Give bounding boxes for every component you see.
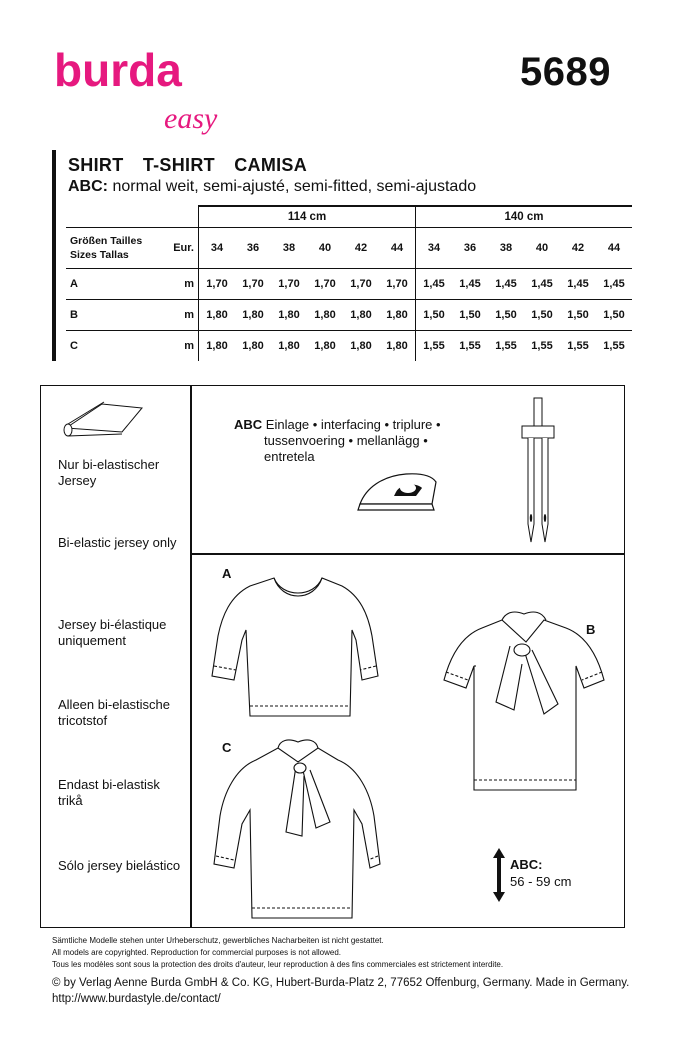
length-arrow-icon: [492, 846, 506, 904]
size-cell: 38: [488, 228, 524, 269]
fine-print-en: All models are copyrighted. Reproduction for commercial purposes is not allowed.: [52, 948, 342, 957]
size-cell: 44: [596, 228, 632, 269]
size-cell: 42: [560, 228, 596, 269]
yardage-cell: 1,45: [560, 269, 596, 300]
yardage-cell: 1,70: [379, 269, 416, 300]
note-es: Sólo jersey bielástico: [58, 858, 181, 873]
eur-label: Eur.: [158, 228, 199, 269]
table-bar: [52, 206, 56, 361]
burda-easy-logo: [52, 44, 252, 140]
fabric-roll-icon: [62, 398, 146, 440]
size-label-1: Größen Tailles: [70, 235, 143, 247]
yardage-cell: 1,80: [307, 331, 343, 362]
yardage-cell: 1,80: [343, 331, 379, 362]
view-label-b: B: [586, 622, 596, 637]
yardage-cell: 1,70: [235, 269, 271, 300]
yardage-cell: 1,45: [488, 269, 524, 300]
size-label: [66, 228, 158, 269]
iron-icon: [356, 466, 442, 516]
view-label-cell: C: [66, 331, 158, 362]
size-cell: 38: [271, 228, 307, 269]
view-label-cell: A: [66, 269, 158, 300]
fit-text: normal weit, semi-ajusté, semi-fitted, semi-ajustado: [108, 178, 477, 195]
logo-burda-text: burda: [54, 44, 182, 96]
panel-divider-horizontal: [190, 553, 625, 555]
twin-needle-icon: [516, 396, 562, 546]
interfacing-text: [234, 417, 441, 465]
yardage-cell: 1,55: [416, 331, 453, 362]
yardage-cell: 1,50: [488, 300, 524, 331]
yardage-cell: 1,50: [560, 300, 596, 331]
title-word-3: CAMISA: [234, 155, 308, 175]
copyright-text: © by Verlag Aenne Burda GmbH & Co. KG, Hubert-Burda-Platz 2, 77652 Offenburg, Germany. Made in Germany.: [52, 977, 630, 989]
unit-cell: m: [158, 331, 199, 362]
yardage-cell: 1,50: [452, 300, 488, 331]
view-c-drawing: [212, 736, 382, 922]
yardage-cell: 1,55: [596, 331, 632, 362]
size-cell: 40: [307, 228, 343, 269]
width-140-header: 140 cm: [416, 206, 633, 228]
title-bar: [52, 150, 56, 206]
measurement-value: 56 - 59 cm: [510, 874, 572, 889]
title-word-1: SHIRT: [68, 155, 124, 175]
yardage-cell: 1,45: [416, 269, 453, 300]
measurement-label: ABC:: [510, 857, 543, 872]
size-cell: 36: [235, 228, 271, 269]
view-label-cell: B: [66, 300, 158, 331]
size-cell: 36: [452, 228, 488, 269]
yardage-cell: 1,55: [524, 331, 560, 362]
note-nl: Alleen bi-elastische tricotstof: [58, 697, 171, 728]
pattern-number: 5689: [520, 50, 611, 94]
width-114-header: 114 cm: [199, 206, 416, 228]
yardage-cell: 1,80: [307, 300, 343, 331]
yardage-cell: 1,80: [271, 300, 307, 331]
view-b-drawing: [440, 606, 610, 802]
yardage-cell: 1,80: [199, 300, 236, 331]
yardage-table: [66, 205, 632, 361]
yardage-cell: 1,70: [199, 269, 236, 300]
yardage-cell: 1,70: [343, 269, 379, 300]
view-label-c: C: [222, 740, 232, 755]
yardage-cell: 1,45: [452, 269, 488, 300]
yardage-cell: 1,55: [452, 331, 488, 362]
yardage-cell: 1,55: [560, 331, 596, 362]
copyright: [52, 975, 629, 1007]
unit-cell: m: [158, 269, 199, 300]
note-en: Bi-elastic jersey only: [58, 535, 177, 550]
interfacing-prefix: ABC: [234, 417, 263, 432]
yardage-cell: 1,50: [524, 300, 560, 331]
yardage-cell: 1,80: [271, 331, 307, 362]
view-a-drawing: [210, 566, 380, 736]
yardage-cell: 1,50: [596, 300, 632, 331]
garment-title: [68, 155, 321, 176]
fit-description: [68, 178, 476, 196]
length-measurement: [510, 856, 571, 890]
yardage-cell: 1,55: [488, 331, 524, 362]
unit-cell: m: [158, 300, 199, 331]
yardage-cell: 1,45: [524, 269, 560, 300]
yardage-cell: 1,80: [235, 300, 271, 331]
yardage-cell: 1,70: [307, 269, 343, 300]
yardage-cell: 1,50: [416, 300, 453, 331]
table-row: [66, 331, 632, 362]
fine-print-de: Sämtliche Modelle stehen unter Urheberschutz, gewerbliches Nacharbeiten ist nicht gestattet.: [52, 936, 384, 945]
yardage-cell: 1,80: [343, 300, 379, 331]
title-word-2: T-SHIRT: [142, 155, 215, 175]
size-cell: 40: [524, 228, 560, 269]
interfacing-line-3: entretela: [264, 449, 315, 464]
yardage-cell: 1,70: [271, 269, 307, 300]
yardage-cell: 1,80: [199, 331, 236, 362]
interfacing-line-1: Einlage • interfacing • triplure •: [262, 417, 441, 432]
note-de: Nur bi-elastischer Jersey: [58, 457, 160, 488]
table-row: [66, 269, 632, 300]
note-sv: Endast bi-elastisk trikå: [58, 777, 160, 808]
contact-url[interactable]: http://www.burdastyle.de/contact/: [52, 993, 221, 1005]
yardage-cell: 1,45: [596, 269, 632, 300]
yardage-cell: 1,80: [379, 331, 416, 362]
view-label-a: A: [222, 566, 232, 581]
yardage-cell: 1,80: [379, 300, 416, 331]
panel-divider-vertical: [190, 385, 192, 927]
logo-easy-text: easy: [164, 102, 218, 135]
size-label-2: Sizes Tallas: [70, 249, 129, 261]
fit-prefix: ABC:: [68, 178, 108, 195]
note-fr: Jersey bi-élastique uniquement: [58, 617, 167, 648]
table-row: [66, 300, 632, 331]
fine-print-fr: Tous les modèles sont sous la protection des droits d'auteur, leur reproduction à des fins commerciales est strictement interdite.: [52, 960, 504, 969]
size-cell: 42: [343, 228, 379, 269]
size-cell: 34: [199, 228, 236, 269]
interfacing-line-2: tussenvoering • mellanlägg •: [264, 433, 428, 448]
size-cell: 44: [379, 228, 416, 269]
size-cell: 34: [416, 228, 453, 269]
yardage-cell: 1,80: [235, 331, 271, 362]
